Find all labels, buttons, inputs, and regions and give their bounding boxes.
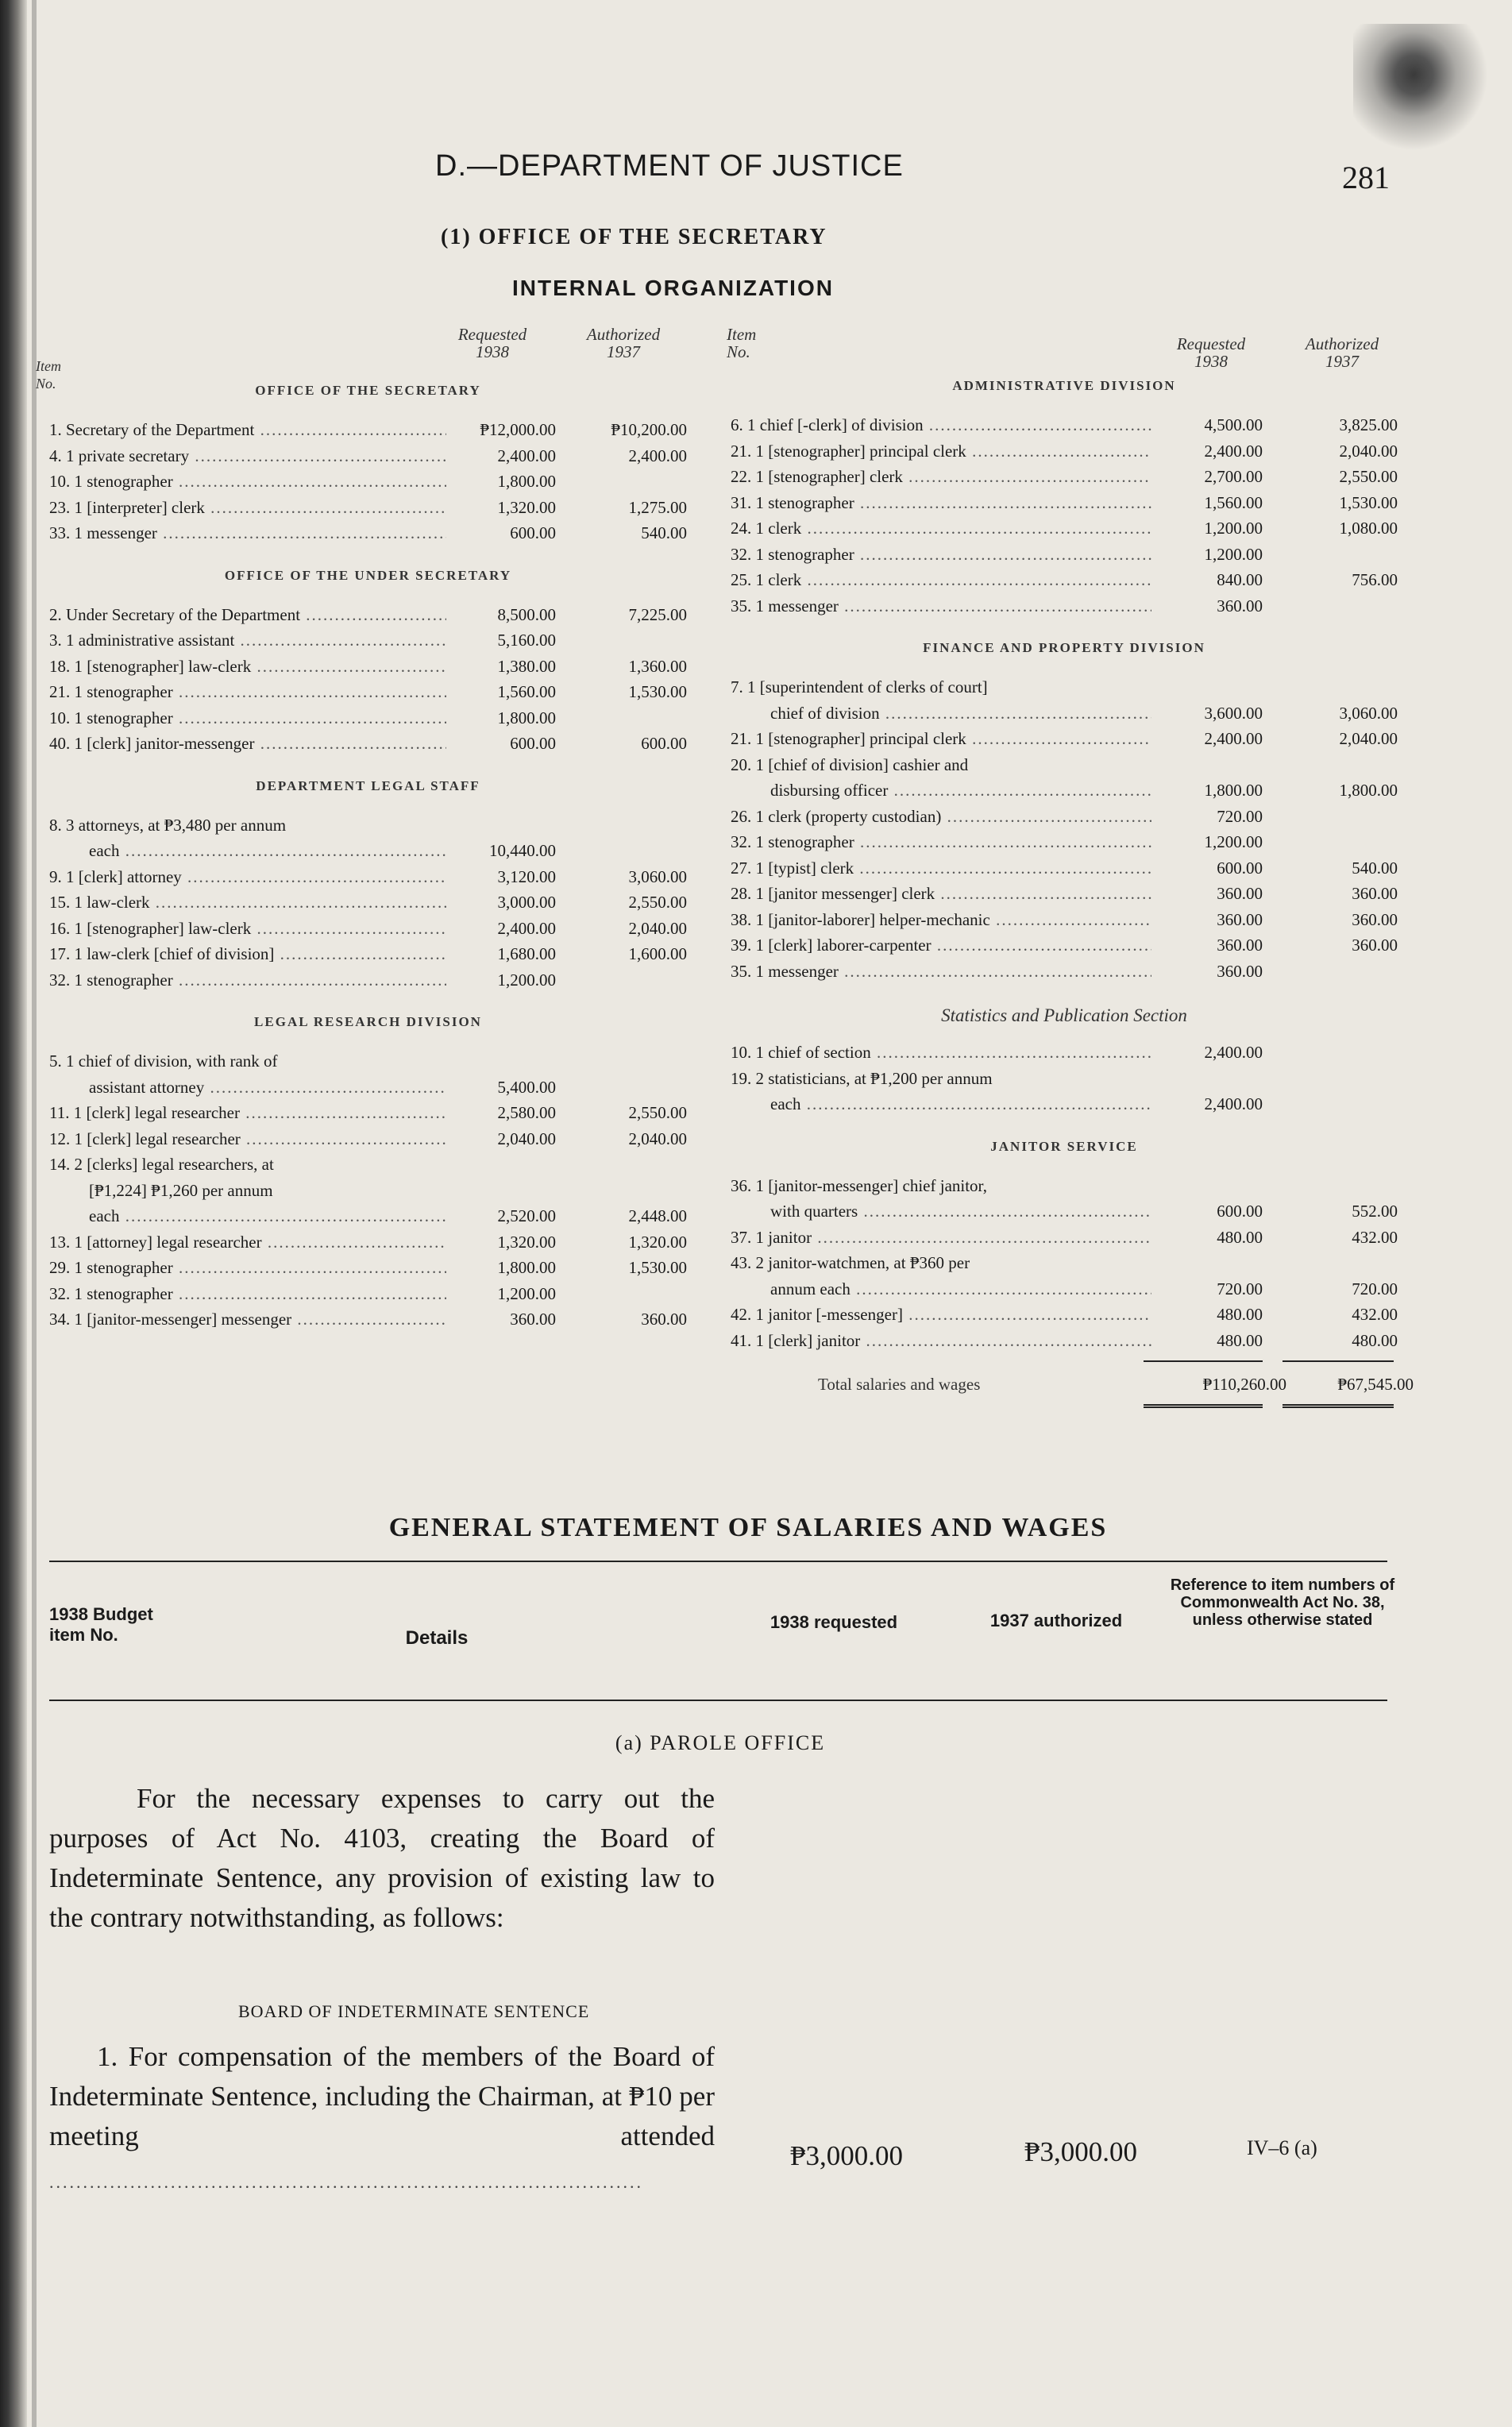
table-row xyxy=(49,1230,687,1254)
right-item-header: Item No. xyxy=(727,325,757,361)
row-authorized-amount: 480.00 xyxy=(1352,1330,1398,1350)
table-row xyxy=(731,701,1398,725)
row-requested-amount: 600.00 xyxy=(510,523,556,542)
compensation-reference: IV–6 (a) xyxy=(1247,2136,1317,2159)
row-requested-amount: 2,400.00 xyxy=(497,446,556,465)
row-requested-amount: 4,500.00 xyxy=(1204,415,1263,434)
row-description: 32. 1 stenographer ..... xyxy=(731,542,1151,566)
row-description: 42. 1 janitor [-messenger] ..... xyxy=(731,1302,1151,1326)
row-authorized-amount: 2,040.00 xyxy=(1339,729,1398,748)
row-authorized-amount: 3,060.00 xyxy=(628,866,687,886)
row-authorized-amount: 2,040.00 xyxy=(1339,441,1398,461)
row-description: 35. 1 messenger ..... xyxy=(731,959,1151,983)
left-section-title: OFFICE OF THE UNDER SECRETARY xyxy=(224,567,512,583)
row-requested-amount: 2,400.00 xyxy=(1204,1043,1263,1062)
row-authorized-amount: 2,550.00 xyxy=(628,893,687,912)
table-row xyxy=(731,882,1398,905)
row-requested-amount: 1,320.00 xyxy=(497,497,556,517)
row-description: 1. Secretary of the Department ..... xyxy=(49,418,446,442)
row-requested-amount: 2,580.00 xyxy=(497,1103,556,1122)
row-description: 38. 1 [janitor-laborer] helper-mechanic ..... xyxy=(731,908,1151,932)
row-authorized-amount: 432.00 xyxy=(1352,1305,1398,1324)
table-row xyxy=(49,680,687,704)
row-description: [₱1,224] ₱1,260 per annum xyxy=(89,1180,273,1200)
general-statement-title: GENERAL STATEMENT OF SALARIES AND WAGES xyxy=(388,1513,1108,1542)
row-description: 43. 2 janitor-watchmen, at ₱360 per xyxy=(731,1253,970,1272)
row-description: 15. 1 law-clerk ..... xyxy=(49,890,446,914)
row-requested-amount: 1,200.00 xyxy=(497,1283,556,1303)
row-description: 8. 3 attorneys, at ₱3,480 per annum xyxy=(49,815,287,835)
row-requested-amount: 1,800.00 xyxy=(497,472,556,491)
row-authorized-amount: ₱10,200.00 xyxy=(611,420,687,439)
row-authorized-amount: 2,550.00 xyxy=(1339,467,1398,486)
row-description: 35. 1 messenger ..... xyxy=(731,594,1151,618)
row-requested-amount: 3,000.00 xyxy=(497,893,556,912)
row-authorized-amount: 1,275.00 xyxy=(628,497,687,517)
table-row xyxy=(731,594,1398,618)
row-description: 6. 1 chief [-clerk] of division ..... xyxy=(731,413,1151,437)
table-row xyxy=(731,568,1398,592)
row-description: 27. 1 [typist] clerk ..... xyxy=(731,856,1151,880)
row-description: 40. 1 [clerk] janitor-messenger ..... xyxy=(49,731,446,755)
left-section-title: OFFICE OF THE SECRETARY xyxy=(255,383,481,398)
row-description: 21. 1 [stenographer] principal clerk ..... xyxy=(731,439,1151,463)
row-requested-amount: ₱12,000.00 xyxy=(480,420,556,439)
row-description: 10. 1 stenographer ..... xyxy=(49,469,446,493)
right-authorized-header: Authorized 1937 xyxy=(1305,334,1379,371)
row-description: 32. 1 stenographer ..... xyxy=(731,830,1151,854)
table-row xyxy=(731,778,1398,802)
table-row xyxy=(49,603,687,627)
row-authorized-amount: 2,550.00 xyxy=(628,1103,687,1122)
table-row xyxy=(49,1075,687,1099)
row-description: 41. 1 [clerk] janitor ..... xyxy=(731,1329,1151,1352)
row-description: 37. 1 janitor ..... xyxy=(731,1225,1151,1249)
table-row xyxy=(49,1204,687,1228)
total-double-rule-authorized xyxy=(1282,1404,1394,1408)
right-requested-header: Requested 1938 xyxy=(1176,334,1246,371)
row-description: assistant attorney ..... xyxy=(89,1075,446,1099)
row-authorized-amount: 360.00 xyxy=(1352,884,1398,903)
row-description: 22. 1 [stenographer] clerk ..... xyxy=(731,465,1151,488)
table-row xyxy=(49,444,687,468)
row-requested-amount: 1,800.00 xyxy=(1204,781,1263,800)
row-description: 34. 1 [janitor-messenger] messenger ..... xyxy=(49,1307,446,1331)
row-requested-amount: 600.00 xyxy=(510,734,556,753)
row-description: annum each ..... xyxy=(770,1277,1151,1301)
row-requested-amount: 1,320.00 xyxy=(497,1232,556,1252)
page-number: 281 xyxy=(1342,160,1390,195)
table-row xyxy=(49,628,687,652)
row-requested-amount: 2,400.00 xyxy=(1204,729,1263,748)
table-row xyxy=(49,942,687,966)
row-description: each ..... xyxy=(89,839,446,862)
row-description: with quarters ..... xyxy=(770,1199,1151,1223)
gs-header-details: Details xyxy=(405,1627,469,1649)
book-spine-shadow xyxy=(0,0,27,2427)
left-item-header: Item No. xyxy=(36,358,61,392)
row-requested-amount: 1,680.00 xyxy=(497,944,556,963)
table-row xyxy=(731,465,1398,488)
table-row xyxy=(731,516,1398,540)
row-requested-amount: 360.00 xyxy=(1217,596,1263,615)
row-requested-amount: 720.00 xyxy=(1217,806,1263,826)
row-description: 2. Under Secretary of the Department ..... xyxy=(49,603,446,627)
row-requested-amount: 2,400.00 xyxy=(1204,1094,1263,1113)
row-requested-amount: 1,200.00 xyxy=(1204,832,1263,851)
table-row xyxy=(731,1251,1398,1275)
row-authorized-amount: 552.00 xyxy=(1352,1202,1398,1221)
row-requested-amount: 600.00 xyxy=(1217,1202,1263,1221)
row-requested-amount: 360.00 xyxy=(510,1310,556,1329)
table-row xyxy=(49,469,687,493)
row-description: 19. 2 statisticians, at ₱1,200 per annum xyxy=(731,1068,993,1088)
row-authorized-amount: 2,400.00 xyxy=(628,446,687,465)
table-row xyxy=(49,418,687,442)
table-row xyxy=(731,959,1398,983)
row-description: 16. 1 [stenographer] law-clerk ..... xyxy=(49,916,446,940)
table-row xyxy=(49,1101,687,1125)
row-requested-amount: 1,200.00 xyxy=(1204,544,1263,564)
left-authorized-header: Authorized 1937 xyxy=(586,325,661,361)
table-row xyxy=(731,856,1398,880)
gs-header-item: 1938 Budget item No. xyxy=(49,1604,153,1645)
row-requested-amount: 360.00 xyxy=(1217,961,1263,981)
table-row xyxy=(49,813,687,837)
table-row xyxy=(49,1282,687,1306)
row-requested-amount: 360.00 xyxy=(1217,909,1263,929)
gs-bottom-rule xyxy=(49,1700,1387,1701)
row-authorized-amount: 1,800.00 xyxy=(1339,781,1398,800)
row-authorized-amount: 540.00 xyxy=(1352,858,1398,878)
row-requested-amount: 1,380.00 xyxy=(497,656,556,676)
total-double-rule-requested xyxy=(1144,1404,1263,1408)
board-heading: BOARD OF INDETERMINATE SENTENCE xyxy=(238,2001,590,2021)
table-row xyxy=(49,1152,687,1176)
row-description: 23. 1 [interpreter] clerk ..... xyxy=(49,496,446,519)
table-row xyxy=(731,675,1398,699)
right-section-title: FINANCE AND PROPERTY DIVISION xyxy=(923,640,1205,655)
row-authorized-amount: 1,080.00 xyxy=(1339,519,1398,538)
row-requested-amount: 5,400.00 xyxy=(497,1077,556,1097)
row-requested-amount: 1,800.00 xyxy=(497,708,556,727)
row-requested-amount: 480.00 xyxy=(1217,1227,1263,1247)
office-title: (1) OFFICE OF THE SECRETARY xyxy=(441,225,827,249)
table-row xyxy=(731,413,1398,437)
row-authorized-amount: 360.00 xyxy=(1352,909,1398,929)
row-requested-amount: 1,560.00 xyxy=(497,682,556,701)
table-row xyxy=(49,968,687,992)
table-row xyxy=(731,1174,1398,1198)
row-authorized-amount: 3,825.00 xyxy=(1339,415,1398,434)
table-row xyxy=(731,1302,1398,1326)
corner-smudge xyxy=(1353,24,1488,151)
row-description: 14. 2 [clerks] legal researchers, at xyxy=(49,1155,274,1174)
row-description: 32. 1 stenographer ..... xyxy=(49,1282,446,1306)
row-description: 17. 1 law-clerk [chief of division] ..... xyxy=(49,942,446,966)
table-row xyxy=(49,890,687,914)
row-description: 26. 1 clerk (property custodian) ..... xyxy=(731,804,1151,828)
row-description: 10. 1 chief of section ..... xyxy=(731,1040,1151,1064)
table-row xyxy=(49,1307,687,1331)
table-row xyxy=(49,1127,687,1151)
row-authorized-amount: 1,530.00 xyxy=(628,1258,687,1277)
row-authorized-amount: 2,040.00 xyxy=(628,1129,687,1148)
row-description: 33. 1 messenger ..... xyxy=(49,521,446,545)
row-authorized-amount: 540.00 xyxy=(641,523,687,542)
row-description: each ..... xyxy=(770,1092,1151,1116)
parole-office-subtitle: (a) PAROLE OFFICE xyxy=(615,1731,826,1754)
row-requested-amount: 8,500.00 xyxy=(497,604,556,624)
row-authorized-amount: 2,448.00 xyxy=(628,1206,687,1225)
row-authorized-amount: 1,360.00 xyxy=(628,656,687,676)
row-description: 29. 1 stenographer ..... xyxy=(49,1256,446,1279)
internal-organization-title: INTERNAL ORGANIZATION xyxy=(512,276,834,300)
compensation-item-text: 1. For compensation of the members of the Board of Indeterminate Sentence, including the Chairman, at ₱10 per meeting attended xyxy=(49,2041,715,2151)
row-authorized-amount: 1,600.00 xyxy=(628,944,687,963)
row-requested-amount: 360.00 xyxy=(1217,936,1263,955)
row-description: each ..... xyxy=(89,1204,446,1228)
table-row xyxy=(731,1225,1398,1249)
department-title: D.—DEPARTMENT OF JUSTICE xyxy=(435,149,904,183)
row-description: disbursing officer ..... xyxy=(770,778,1151,802)
row-requested-amount: 3,120.00 xyxy=(497,866,556,886)
table-row xyxy=(49,839,687,862)
total-authorized: ₱67,545.00 xyxy=(1337,1375,1414,1394)
row-requested-amount: 10,440.00 xyxy=(489,841,556,860)
row-requested-amount: 840.00 xyxy=(1217,570,1263,589)
left-section-title: DEPARTMENT LEGAL STAFF xyxy=(256,777,480,793)
row-description: 24. 1 clerk ..... xyxy=(731,516,1151,540)
row-authorized-amount: 1,530.00 xyxy=(628,682,687,701)
row-requested-amount: 2,400.00 xyxy=(497,918,556,938)
row-requested-amount: 1,200.00 xyxy=(497,970,556,990)
table-row xyxy=(731,753,1398,777)
row-requested-amount: 2,400.00 xyxy=(1204,441,1263,461)
table-row xyxy=(731,542,1398,566)
row-description: 13. 1 [attorney] legal researcher ..... xyxy=(49,1230,446,1254)
row-authorized-amount: 1,530.00 xyxy=(1339,492,1398,512)
total-requested: ₱110,260.00 xyxy=(1202,1375,1286,1394)
total-rule-requested xyxy=(1144,1360,1263,1362)
table-row xyxy=(49,865,687,889)
table-row xyxy=(49,1179,687,1202)
row-authorized-amount: 756.00 xyxy=(1352,570,1398,589)
row-requested-amount: 3,600.00 xyxy=(1204,703,1263,723)
gs-top-rule xyxy=(49,1561,1387,1562)
row-description: 18. 1 [stenographer] law-clerk ..... xyxy=(49,654,446,678)
row-authorized-amount: 360.00 xyxy=(641,1310,687,1329)
row-description: 4. 1 private secretary ..... xyxy=(49,444,446,468)
total-rule-authorized xyxy=(1282,1360,1394,1362)
compensation-requested: ₱3,000.00 xyxy=(790,2140,903,2171)
left-requested-header: Requested 1938 xyxy=(457,325,527,361)
table-row xyxy=(49,916,687,940)
row-authorized-amount: 7,225.00 xyxy=(628,604,687,624)
table-row xyxy=(731,1040,1398,1064)
table-row xyxy=(731,727,1398,750)
right-section-title: ADMINISTRATIVE DIVISION xyxy=(952,378,1176,393)
parole-paragraph: For the necessary expenses to carry out the purposes of Act No. 4103, creating the Board of Indeterminate Sentence, any provision of existing law to the contrary notwithstanding, as follows: xyxy=(49,1783,715,1933)
gs-header-requested: 1938 requested xyxy=(770,1612,898,1632)
row-requested-amount: 2,520.00 xyxy=(497,1206,556,1225)
table-row xyxy=(731,491,1398,515)
row-requested-amount: 1,200.00 xyxy=(1204,519,1263,538)
total-label: Total salaries and wages xyxy=(818,1375,981,1394)
table-row xyxy=(731,1277,1398,1301)
row-requested-amount: 600.00 xyxy=(1217,858,1263,878)
row-requested-amount: 480.00 xyxy=(1217,1330,1263,1350)
table-row xyxy=(49,1049,687,1073)
row-description: 21. 1 stenographer ..... xyxy=(49,680,446,704)
row-description: 3. 1 administrative assistant ..... xyxy=(49,628,446,652)
row-authorized-amount: 360.00 xyxy=(1352,936,1398,955)
row-description: 39. 1 [clerk] laborer-carpenter ..... xyxy=(731,933,1151,957)
left-section-title: LEGAL RESEARCH DIVISION xyxy=(254,1014,482,1029)
table-row xyxy=(49,496,687,519)
row-description: 7. 1 [superintendent of clerks of court] xyxy=(731,677,988,696)
row-description: chief of division ..... xyxy=(770,701,1151,725)
row-requested-amount: 2,700.00 xyxy=(1204,467,1263,486)
right-section-title: JANITOR SERVICE xyxy=(990,1138,1138,1154)
table-row xyxy=(731,1199,1398,1223)
row-authorized-amount: 600.00 xyxy=(641,734,687,753)
row-description: 20. 1 [chief of division] cashier and xyxy=(731,754,969,774)
row-description: 5. 1 chief of division, with rank of xyxy=(49,1051,278,1071)
table-row xyxy=(731,804,1398,828)
row-description: 10. 1 stenographer ..... xyxy=(49,706,446,730)
total-row xyxy=(818,1372,1414,1396)
table-row xyxy=(49,706,687,730)
table-row xyxy=(731,933,1398,957)
row-authorized-amount: 432.00 xyxy=(1352,1227,1398,1247)
row-requested-amount: 360.00 xyxy=(1217,884,1263,903)
row-description: 21. 1 [stenographer] principal clerk ..... xyxy=(731,727,1151,750)
compensation-item-leader xyxy=(49,2172,643,2192)
row-description: 32. 1 stenographer ..... xyxy=(49,968,446,992)
row-requested-amount: 5,160.00 xyxy=(497,631,556,650)
table-row xyxy=(49,521,687,545)
table-row xyxy=(731,830,1398,854)
compensation-item xyxy=(49,2037,715,2202)
table-row xyxy=(731,1067,1398,1090)
row-requested-amount: 1,560.00 xyxy=(1204,492,1263,512)
row-description: 31. 1 stenographer ..... xyxy=(731,491,1151,515)
row-description: 9. 1 [clerk] attorney ..... xyxy=(49,865,446,889)
table-row xyxy=(731,908,1398,932)
row-authorized-amount: 3,060.00 xyxy=(1339,703,1398,723)
table-row xyxy=(731,439,1398,463)
table-row xyxy=(49,731,687,755)
row-requested-amount: 1,800.00 xyxy=(497,1258,556,1277)
row-requested-amount: 720.00 xyxy=(1217,1279,1263,1298)
table-row xyxy=(49,1256,687,1279)
gs-header-reference: Reference to item numbers of Commonwealth Act No. 38, unless otherwise stated xyxy=(1170,1576,1395,1629)
table-row xyxy=(731,1329,1398,1352)
row-description: 28. 1 [janitor messenger] clerk ..... xyxy=(731,882,1151,905)
right-section-title: Statistics and Publication Section xyxy=(941,1005,1187,1025)
row-description: 12. 1 [clerk] legal researcher ..... xyxy=(49,1127,446,1151)
row-requested-amount: 480.00 xyxy=(1217,1305,1263,1324)
row-authorized-amount: 1,320.00 xyxy=(628,1232,687,1252)
row-authorized-amount: 720.00 xyxy=(1352,1279,1398,1298)
row-authorized-amount: 2,040.00 xyxy=(628,918,687,938)
row-description: 36. 1 [janitor-messenger] chief janitor, xyxy=(731,1175,987,1195)
compensation-authorized: ₱3,000.00 xyxy=(1024,2136,1137,2167)
row-requested-amount: 2,040.00 xyxy=(497,1129,556,1148)
row-description: 25. 1 clerk ..... xyxy=(731,568,1151,592)
gs-header-authorized: 1937 authorized xyxy=(989,1611,1123,1630)
row-description: 11. 1 [clerk] legal researcher ..... xyxy=(49,1101,446,1125)
table-row xyxy=(49,654,687,678)
table-row xyxy=(731,1092,1398,1116)
